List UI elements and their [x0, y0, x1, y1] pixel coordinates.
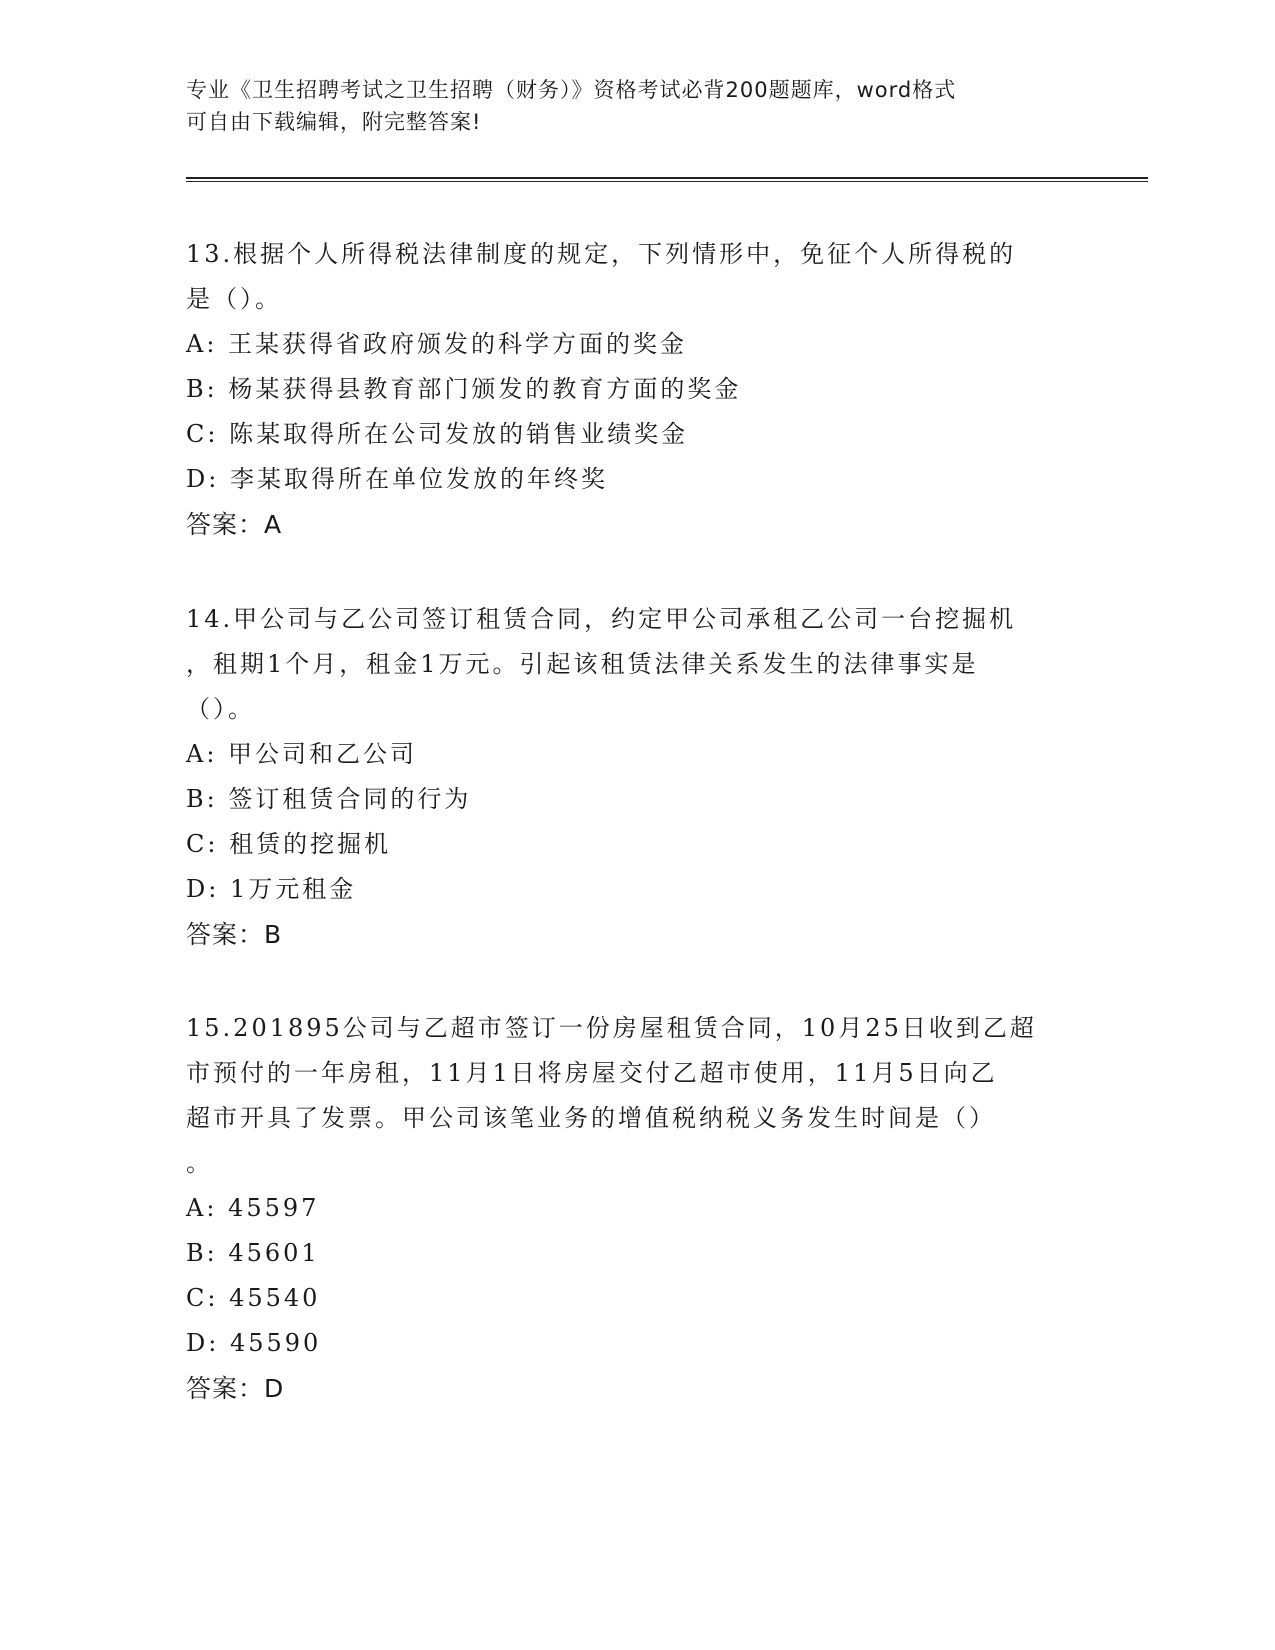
- question-stem-line: 13.根据个人所得税法律制度的规定，下列情形中，免征个人所得税的: [186, 240, 1017, 268]
- option-c: C: 45540: [186, 1284, 321, 1312]
- answer-label: 答案：D: [186, 1374, 285, 1403]
- option-d: D: 45590: [186, 1329, 322, 1357]
- document-header: [186, 74, 1086, 138]
- question-stem-line: （）。: [186, 695, 255, 723]
- option-a: A: 王某获得省政府颁发的科学方面的奖金: [186, 330, 688, 358]
- option-b: B: 杨某获得县教育部门颁发的教育方面的奖金: [186, 375, 742, 403]
- option-a: A: 甲公司和乙公司: [186, 740, 418, 768]
- question-14: [186, 597, 1086, 957]
- question-stem-line: 是（）。: [186, 285, 282, 313]
- option-c: C: 陈某取得所在公司发放的销售业绩奖金: [186, 420, 689, 448]
- question-stem-line: 14.甲公司与乙公司签订租赁合同，约定甲公司承租乙公司一台挖掘机: [186, 605, 1017, 633]
- question-stem-line: 15.201895公司与乙超市签订一份房屋租赁合同，10月25日收到乙超: [186, 1014, 1037, 1042]
- option-d: D: 1万元租金: [186, 875, 357, 903]
- header-line-1: 专业《卫生招聘考试之卫生招聘（财务）》资格考试必背200题题库，word格式: [186, 78, 957, 102]
- question-stem-line: ，租期1个月，租金1万元。引起该租赁法律关系发生的法律事实是: [186, 650, 979, 678]
- question-stem-line: 。: [186, 1149, 213, 1177]
- answer-label: 答案：A: [186, 510, 283, 539]
- option-a: A: 45597: [186, 1194, 320, 1222]
- option-d: D: 李某取得所在单位发放的年终奖: [186, 465, 608, 493]
- question-13: [186, 232, 1086, 547]
- question-stem-line: 市预付的一年房租，11月1日将房屋交付乙超市使用，11月5日向乙: [186, 1059, 998, 1087]
- question-stem-line: 超市开具了发票。甲公司该笔业务的增值税纳税义务发生时间是（）: [186, 1104, 996, 1132]
- question-15: [186, 1006, 1086, 1411]
- answer-label: 答案：B: [186, 920, 283, 949]
- option-b: B: 45601: [186, 1239, 320, 1267]
- header-line-2: 可自由下载编辑，附完整答案!: [186, 110, 482, 134]
- option-c: C: 租赁的挖掘机: [186, 830, 392, 858]
- option-b: B: 签订租赁合同的行为: [186, 785, 472, 813]
- header-divider: [186, 177, 1148, 182]
